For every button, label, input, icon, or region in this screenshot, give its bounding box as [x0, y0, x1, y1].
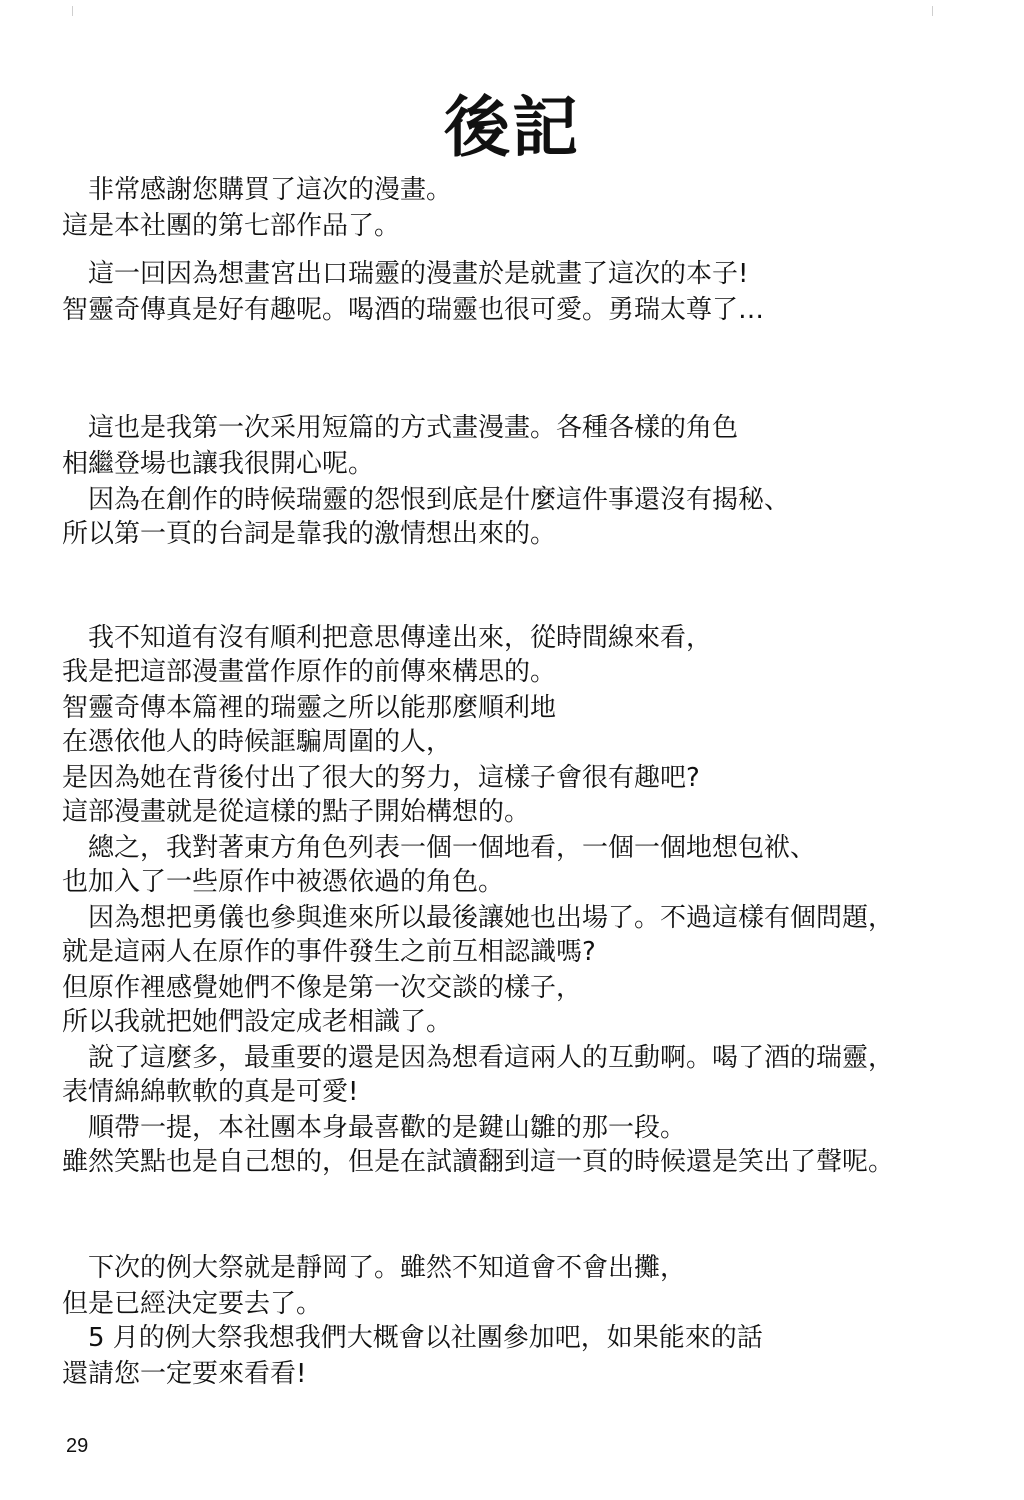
- text-line: 就是這兩人在原作的事件發生之前互相認識嗎?: [62, 937, 596, 967]
- text-line: 我不知道有沒有順利把意思傳達出來，從時間線來看，: [88, 623, 713, 653]
- text-line: 因為想把勇儀也參與進來所以最後讓她也出場了。不過這樣有個問題，: [88, 903, 895, 933]
- text-line: 但原作裡感覺她們不像是第一次交談的樣子，: [62, 973, 583, 1003]
- text-line: 說了這麼多，最重要的還是因為想看這兩人的互動啊。喝了酒的瑞靈，: [88, 1043, 895, 1073]
- text-line: 也加入了一些原作中被憑依過的角色。: [62, 867, 505, 897]
- scan-mark: [932, 6, 933, 16]
- text-line: 我是把這部漫畫當作原作的前傳來構思的。: [62, 657, 557, 687]
- text-line: 非常感謝您購買了這次的漫畫。: [88, 175, 453, 205]
- text-line: 順帶一提，本社團本身最喜歡的是鍵山雛的那一段。: [88, 1113, 687, 1143]
- text-line: 雖然笑點也是自己想的，但是在試讀翻到這一頁的時候還是笑出了聲呢。: [62, 1147, 895, 1177]
- scan-mark: [72, 6, 73, 16]
- text-line: 還請您一定要來看看!: [62, 1359, 307, 1389]
- text-line: 所以我就把她們設定成老相識了。: [62, 1007, 453, 1037]
- page-title: 後記: [444, 89, 580, 166]
- text-line: 因為在創作的時候瑞靈的怨恨到底是什麼這件事還沒有揭秘、: [88, 485, 791, 515]
- text-line: 5 月的例大祭我想我們大概會以社團參加吧，如果能來的話: [88, 1323, 763, 1353]
- text-line: 這是本社團的第七部作品了。: [62, 211, 401, 241]
- text-line: 相繼登場也讓我很開心呢。: [62, 449, 375, 479]
- text-line: 是因為她在背後付出了很大的努力，這樣子會很有趣吧?: [62, 763, 700, 793]
- text-line: 這部漫畫就是從這樣的點子開始構想的。: [62, 797, 531, 827]
- text-line: 下次的例大祭就是靜岡了。雖然不知道會不會出攤，: [88, 1253, 687, 1283]
- text-line: 但是已經決定要去了。: [62, 1289, 323, 1319]
- text-line: 所以第一頁的台詞是靠我的激情想出來的。: [62, 519, 557, 549]
- text-line: 在憑依他人的時候誆騙周圍的人，: [62, 727, 453, 757]
- text-line: 智靈奇傳真是好有趣呢。喝酒的瑞靈也很可愛。勇瑞太尊了…: [62, 295, 765, 325]
- text-line: 這也是我第一次采用短篇的方式畫漫畫。各種各樣的角色: [88, 413, 739, 443]
- page-number: 29: [66, 1435, 89, 1457]
- text-line: 智靈奇傳本篇裡的瑞靈之所以能那麼順利地: [62, 693, 557, 723]
- text-line: 這一回因為想畫宮出口瑞靈的漫畫於是就畫了這次的本子!: [88, 259, 749, 289]
- text-line: 表情綿綿軟軟的真是可愛!: [62, 1077, 359, 1107]
- text-line: 總之，我對著東方角色列表一個一個地看，一個一個地想包袱、: [88, 833, 817, 863]
